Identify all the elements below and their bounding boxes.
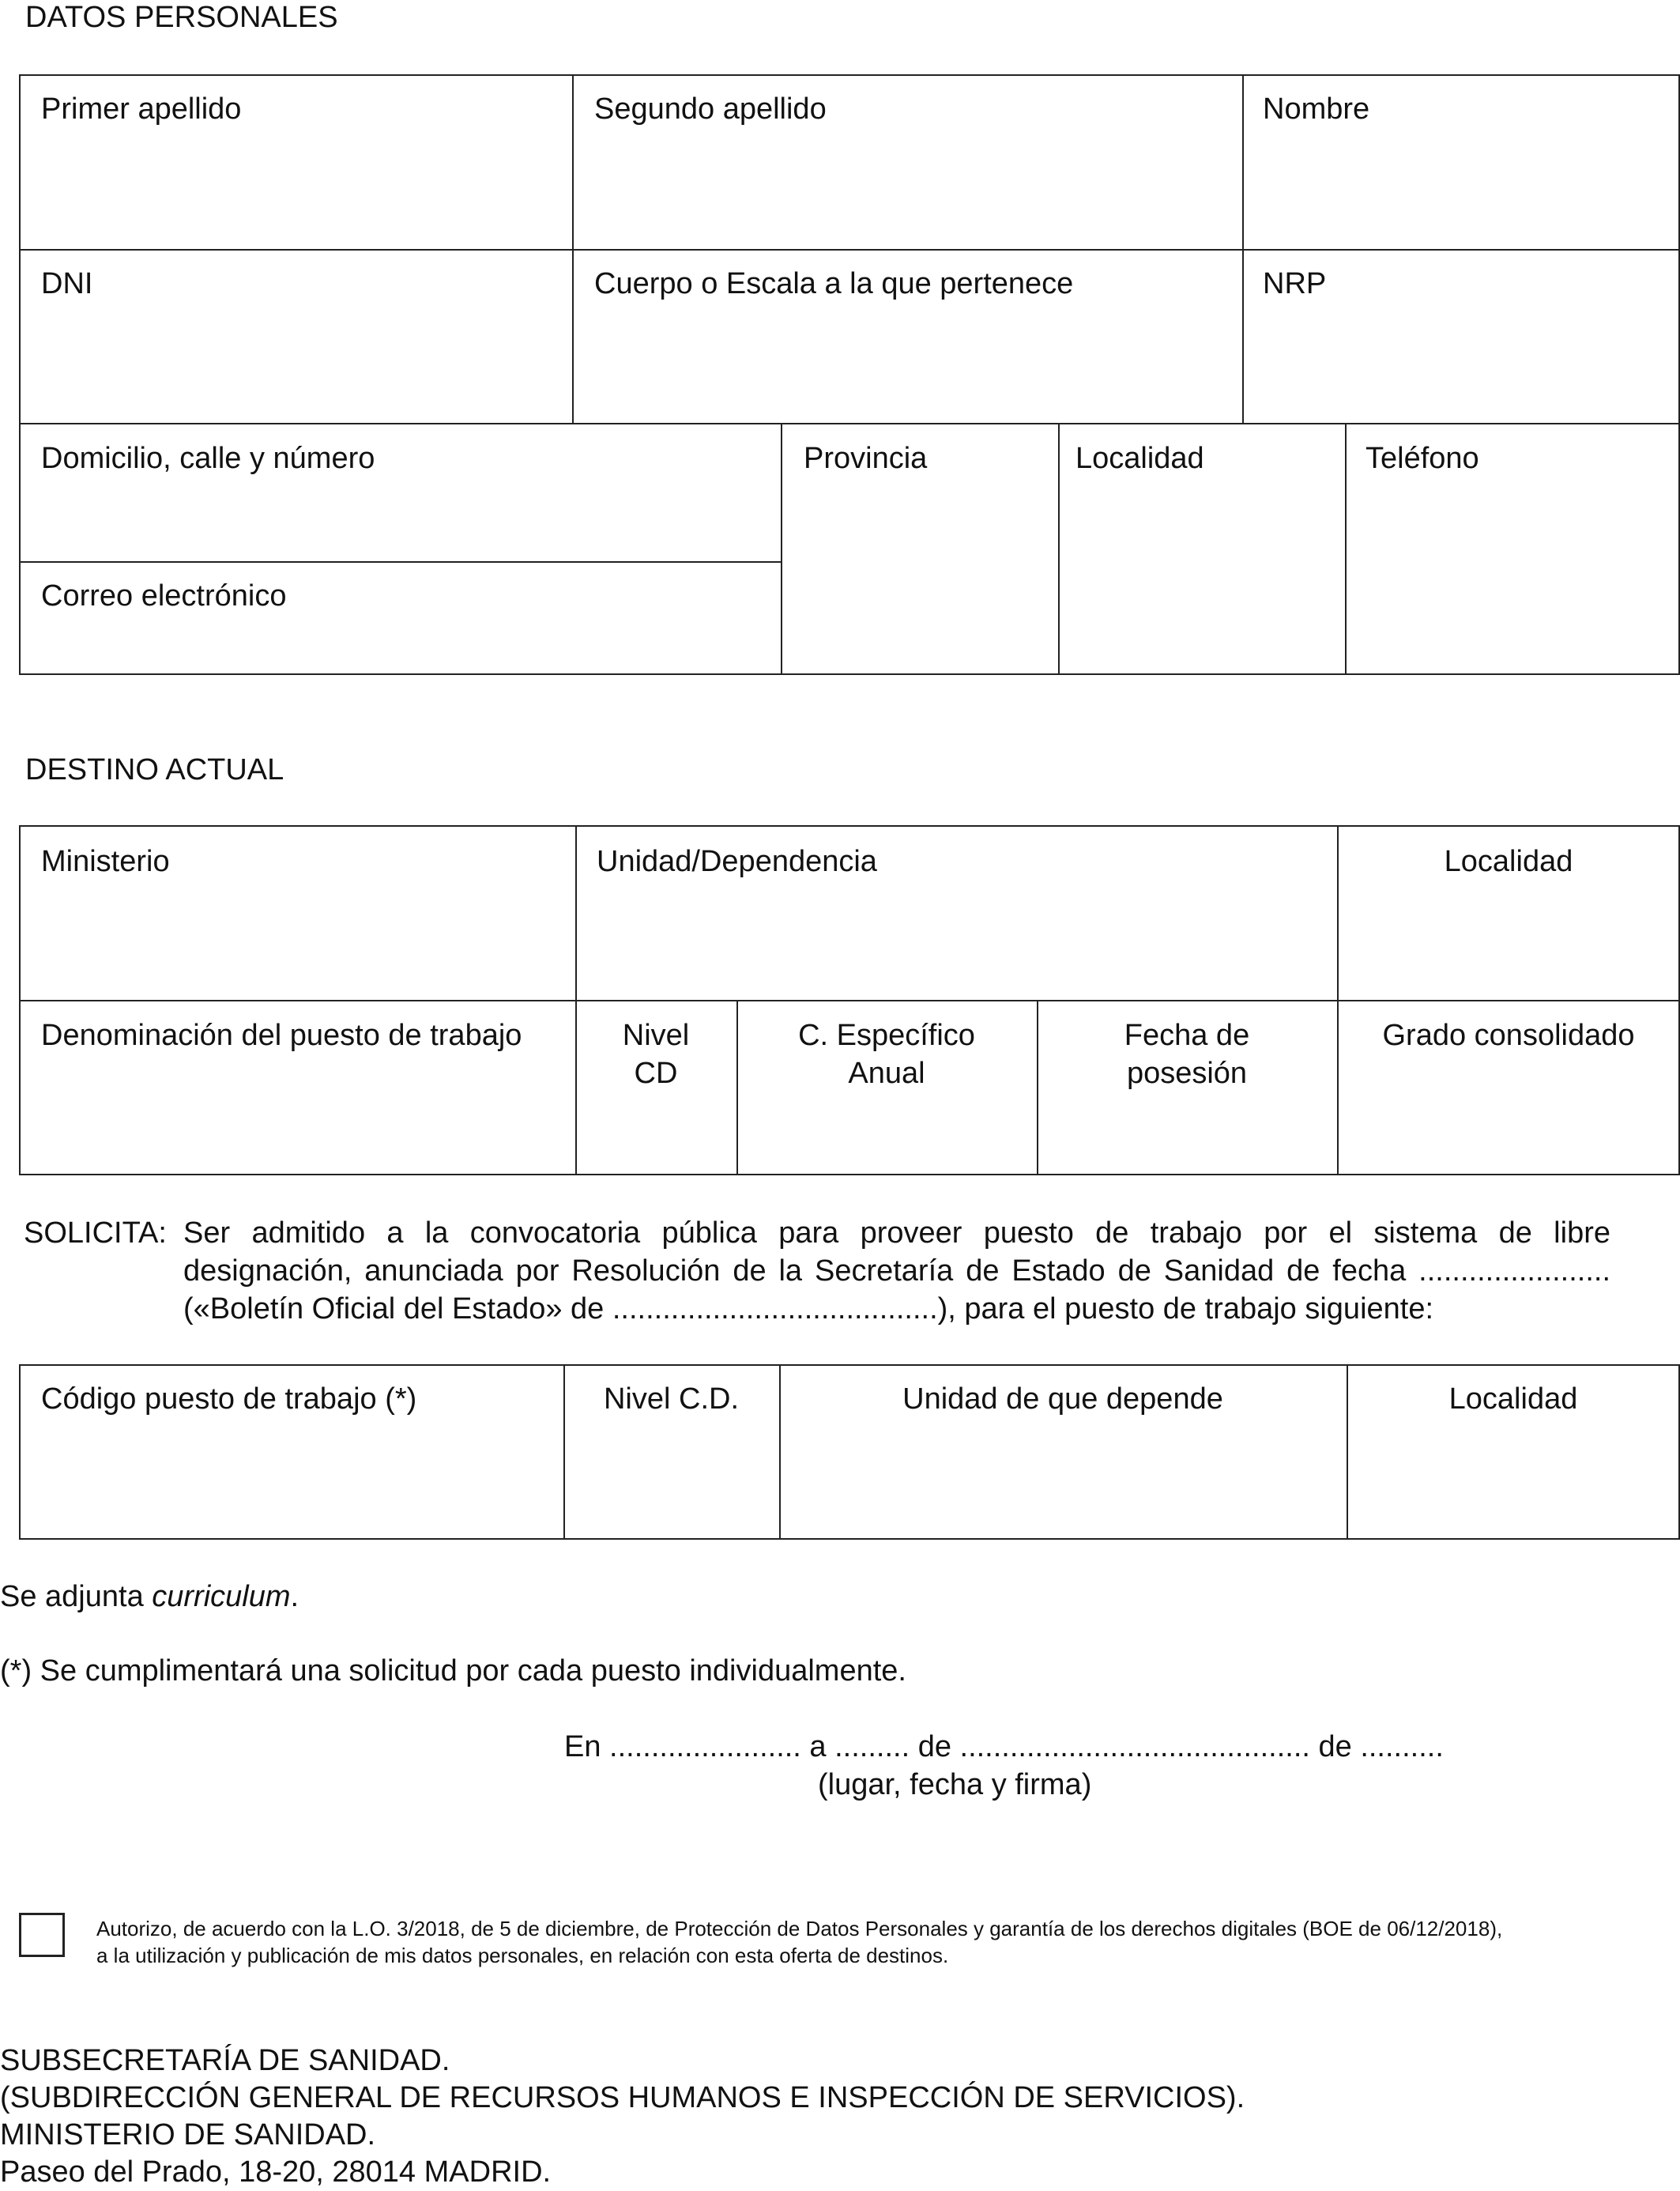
- signature-line[interactable]: En ....................... a ......... de .......................................... de ..........: [564, 1730, 1444, 1763]
- fecha-posesion-field[interactable]: [1037, 1016, 1337, 1092]
- nivel-cd-label-line2: CD: [634, 1057, 678, 1090]
- address-line1: SUBSECRETARÍA DE SANIDAD.: [0, 2044, 450, 2077]
- localidad-label: Localidad: [1075, 442, 1204, 475]
- adjunta-note: [0, 1578, 299, 1616]
- dni-field[interactable]: [41, 265, 92, 303]
- table-divider: [1345, 423, 1347, 675]
- personal-section-title: DATOS PERSONALES: [25, 1, 338, 34]
- address-line3: MINISTERIO DE SANIDAD.: [0, 2118, 376, 2151]
- table-divider: [572, 74, 574, 423]
- puesto-unidad-field[interactable]: [779, 1380, 1347, 1418]
- nombre-field[interactable]: [1263, 90, 1369, 128]
- codigo-puesto-label: Código puesto de trabajo (*): [41, 1382, 417, 1416]
- adjunta-prefix: Se adjunta: [0, 1580, 153, 1613]
- cuerpo-label: Cuerpo o Escala a la que pertenece: [594, 267, 1074, 300]
- table-divider: [575, 825, 577, 1175]
- table-divider: [781, 423, 782, 675]
- cuerpo-field[interactable]: [594, 265, 1073, 303]
- correo-label: Correo electrónico: [41, 579, 287, 613]
- nrp-field[interactable]: [1263, 265, 1326, 303]
- localidad-field[interactable]: [1075, 439, 1204, 477]
- grado-label: Grado consolidado: [1382, 1019, 1635, 1052]
- nombre-label: Nombre: [1263, 92, 1370, 126]
- unidad-field[interactable]: [597, 843, 877, 881]
- ministerio-label: Ministerio: [41, 845, 170, 878]
- domicilio-field[interactable]: [41, 439, 375, 477]
- puesto-unidad-label: Unidad de que depende: [902, 1382, 1223, 1416]
- denominacion-label: Denominación del puesto de trabajo: [41, 1019, 522, 1052]
- solicita-text-line2: designación, anunciada por Resolución de la Secretaría de Estado de Sanidad de fecha .......................: [183, 1254, 1610, 1288]
- codigo-puesto-field[interactable]: [41, 1380, 416, 1418]
- denominacion-field[interactable]: [41, 1016, 522, 1054]
- puesto-nivel-label: Nivel C.D.: [603, 1382, 740, 1416]
- telefono-field[interactable]: [1365, 439, 1479, 477]
- fecha-posesion-label-line1: Fecha de: [1124, 1019, 1250, 1052]
- table-divider: [19, 1000, 1680, 1001]
- dni-label: DNI: [41, 267, 93, 300]
- segundo-apellido-label: Segundo apellido: [594, 92, 827, 126]
- table-divider: [19, 249, 1680, 251]
- signature-caption: (lugar, fecha y firma): [818, 1768, 1092, 1801]
- grado-field[interactable]: [1337, 1016, 1680, 1054]
- solicita-label: SOLICITA:: [24, 1216, 167, 1250]
- table-divider: [1242, 74, 1244, 423]
- especifico-label-line2: Anual: [848, 1057, 925, 1090]
- especifico-label-line1: C. Específico: [798, 1019, 975, 1052]
- consent-text-line1: Autorizo, de acuerdo con la L.O. 3/2018, de 5 de diciembre, de Protección de Datos Personales y garantía de los derechos digitales (BOE de 06/12/2018),: [96, 1917, 1503, 1940]
- consent-checkbox[interactable]: [19, 1913, 65, 1957]
- correo-field[interactable]: [41, 577, 286, 615]
- table-divider: [1058, 423, 1060, 675]
- address-line2: (SUBDIRECCIÓN GENERAL DE RECURSOS HUMANOS E INSPECCIÓN DE SERVICIOS).: [0, 2081, 1245, 2114]
- domicilio-label: Domicilio, calle y número: [41, 442, 375, 475]
- adjunta-suffix: .: [290, 1580, 299, 1613]
- ministerio-field[interactable]: [41, 843, 170, 881]
- primer-apellido-field[interactable]: [41, 90, 241, 128]
- solicita-text-line3: («Boletín Oficial del Estado» de .......................................), para el puesto de trabajo siguiente:: [183, 1292, 1434, 1326]
- consent-text-line2: a la utilización y publicación de mis datos personales, en relación con esta oferta de destinos.: [96, 1944, 949, 1967]
- destino-section-title: DESTINO ACTUAL: [25, 753, 284, 786]
- fecha-posesion-label-line2: posesión: [1126, 1057, 1248, 1090]
- table-divider: [19, 561, 781, 563]
- nivel-cd-field[interactable]: [575, 1016, 736, 1092]
- cumplimentara-note: (*) Se cumplimentará una solicitud por cada puesto individualmente.: [0, 1654, 906, 1688]
- especifico-field[interactable]: [736, 1016, 1037, 1092]
- unidad-label: Unidad/Dependencia: [597, 845, 877, 878]
- solicita-text-line1: Ser admitido a la convocatoria pública para proveer puesto de trabajo por el sistema de libre: [183, 1216, 1610, 1250]
- puesto-nivel-field[interactable]: [563, 1380, 779, 1418]
- destino-localidad-field[interactable]: [1337, 843, 1680, 881]
- puesto-localidad-label: Localidad: [1448, 1382, 1578, 1416]
- address-line4: Paseo del Prado, 18-20, 28014 MADRID.: [0, 2155, 552, 2189]
- segundo-apellido-field[interactable]: [594, 90, 827, 128]
- destino-localidad-label: Localidad: [1444, 845, 1573, 878]
- telefono-label: Teléfono: [1365, 442, 1479, 475]
- nivel-cd-label-line1: Nivel: [622, 1019, 690, 1052]
- provincia-label: Provincia: [804, 442, 928, 475]
- puesto-localidad-field[interactable]: [1347, 1380, 1680, 1418]
- adjunta-curriculum: curriculum: [152, 1580, 291, 1613]
- primer-apellido-label: Primer apellido: [41, 92, 242, 126]
- table-divider: [19, 423, 1680, 424]
- nrp-label: NRP: [1263, 267, 1327, 300]
- provincia-field[interactable]: [804, 439, 927, 477]
